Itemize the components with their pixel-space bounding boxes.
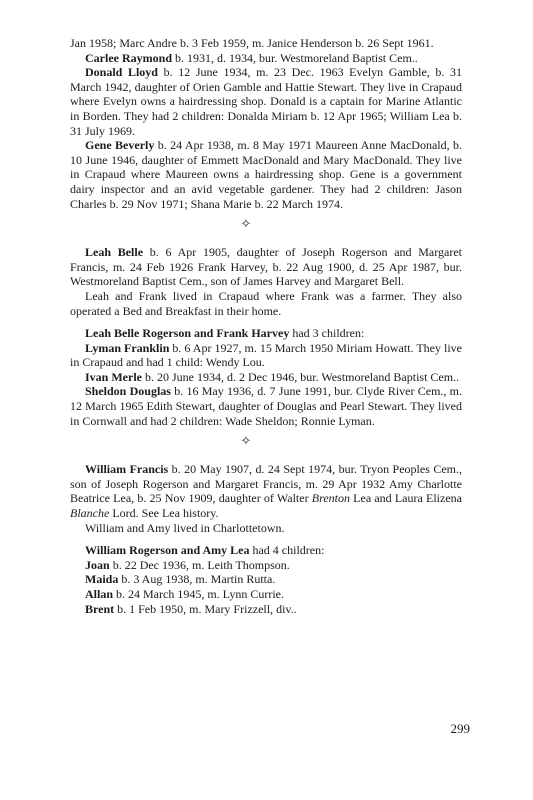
entry-paragraph <box>70 521 462 536</box>
paragraph-gap <box>70 535 462 543</box>
entry-paragraph <box>70 65 462 138</box>
entry-text: had 3 children: <box>289 326 365 341</box>
genealogy-text <box>70 36 462 616</box>
entry-text: Lord. See Lea history. <box>109 506 219 521</box>
ornament-glyph: ✧ <box>240 216 252 232</box>
person-name: Donald Lloyd <box>85 65 158 80</box>
entry-text: b. 16 May 1936, d. 7 June 1991, bur. Clyde River Cem., m. 12 March 1965 Edith Stewart, daughter of Douglas and Pearl Stewart. They lived in Cornwall and had 2 children: Wade Sheldon; Ronnie Lyman. <box>70 384 462 428</box>
entry-text: b. 1931, d. 1934, bur. Westmoreland Baptist Cem.. <box>172 50 418 65</box>
person-name: Sheldon Douglas <box>85 384 171 399</box>
person-name: Maida <box>85 572 119 587</box>
page-number: 299 <box>450 721 470 736</box>
entry-text: b. 6 Apr 1927, m. 15 March 1950 Miriam Howatt. They live in Crapaud and had 1 child: Wendy Lou. <box>70 340 463 370</box>
entry-paragraph <box>70 462 462 520</box>
entry-paragraph <box>70 587 462 602</box>
entry-text: b. 24 Apr 1938, m. 8 May 1971 Maureen Anne MacDonald, b. 10 June 1946, daughter of Emmett MacDonald and Mary MacDonald. They live in Crapaud where Maureen owns a hairdressing shop. Gene is a government dairy inspector and an avid vegetable gardener. They had 2 children: Jason Charles b. 29 Nov 1971; Shana Marie b. 22 March 1974. <box>70 138 463 211</box>
italic-name: Brenton <box>311 491 350 506</box>
entry-text: Leah and Frank lived in Crapaud where Frank was a farmer. They also operated a Bed and Breakfast in their home. <box>70 288 462 318</box>
entry-paragraph <box>70 543 462 558</box>
entry-paragraph <box>70 36 462 51</box>
entry-paragraph <box>70 602 462 617</box>
entry-text: b. 20 May 1907, d. 24 Sept 1974, bur. Tryon Peoples Cem., son of Joseph Rogerson and Margaret Francis, m. 29 Apr 1932 Amy Charlotte Beatrice Lea, b. 25 Nov 1909, daughter of Walter <box>70 462 462 506</box>
entry-paragraph <box>70 51 462 66</box>
person-name: Leah Belle <box>85 245 144 260</box>
entry-paragraph <box>70 384 462 428</box>
person-name: William Rogerson and Amy Lea <box>85 543 250 558</box>
person-name: Carlee Raymond <box>85 50 172 65</box>
entry-paragraph <box>70 341 462 370</box>
entry-text: b. 24 March 1945, m. Lynn Currie. <box>113 587 284 601</box>
entry-text: had 4 children: <box>249 543 325 558</box>
entry-text: Jan 1958; Marc Andre b. 3 Feb 1959, m. Janice Henderson b. 26 Sept 1961. <box>70 36 434 50</box>
entry-text: Lea and Laura Elizena <box>349 491 462 506</box>
person-name: Leah Belle Rogerson and Frank Harvey <box>85 326 290 341</box>
entry-paragraph <box>70 370 462 385</box>
person-name: Allan <box>85 587 114 601</box>
section-divider-ornament-icon <box>70 434 462 448</box>
entry-paragraph <box>70 326 462 341</box>
person-name: Lyman Franklin <box>85 340 170 355</box>
entry-text: b. 3 Aug 1938, m. Martin Rutta. <box>118 572 276 587</box>
entry-text: b. 12 June 1934, m. 23 Dec. 1963 Evelyn Gamble, b. 31 March 1942, daughter of Orien Gamble and Hattie Stewart. They live in Crapaud where Evelyn owns a hairdressing shop. Donald is a captain for Marine Atlantic in Borden. They had 2 children: Donalda Miriam b. 12 Apr 1965; William Lea b. 31 July 1969. <box>70 65 463 138</box>
ornament-glyph: ✧ <box>240 433 252 449</box>
person-name: Ivan Merle <box>85 369 142 384</box>
entry-paragraph <box>70 245 462 289</box>
person-name: William Francis <box>85 462 169 477</box>
entry-text: b. 1 Feb 1950, m. Mary Frizzell, div.. <box>114 601 297 616</box>
entry-text: William and Amy lived in Charlottetown. <box>85 520 285 535</box>
person-name: Joan <box>85 557 110 572</box>
person-name: Gene Beverly <box>85 138 155 153</box>
entry-paragraph <box>70 572 462 587</box>
entry-text: b. 6 Apr 1905, daughter of Joseph Rogerson and Margaret Francis, m. 24 Feb 1926 Frank Harvey, b. 22 Aug 1900, d. 25 Apr 1987, bur. Westmoreland Baptist Cem., son of James Harvey and Margaret Bell. <box>70 245 463 289</box>
entry-text: b. 20 June 1934, d. 2 Dec 1946, bur. Westmoreland Baptist Cem.. <box>141 369 460 384</box>
paragraph-gap <box>70 318 462 326</box>
section-divider-ornament-icon <box>70 217 462 231</box>
entry-paragraph <box>70 289 462 318</box>
italic-name: Blanche <box>70 506 110 521</box>
entry-paragraph <box>70 138 462 211</box>
entry-paragraph <box>70 558 462 573</box>
entry-text: b. 22 Dec 1936, m. Leith Thompson. <box>109 557 290 572</box>
person-name: Brent <box>85 601 115 616</box>
